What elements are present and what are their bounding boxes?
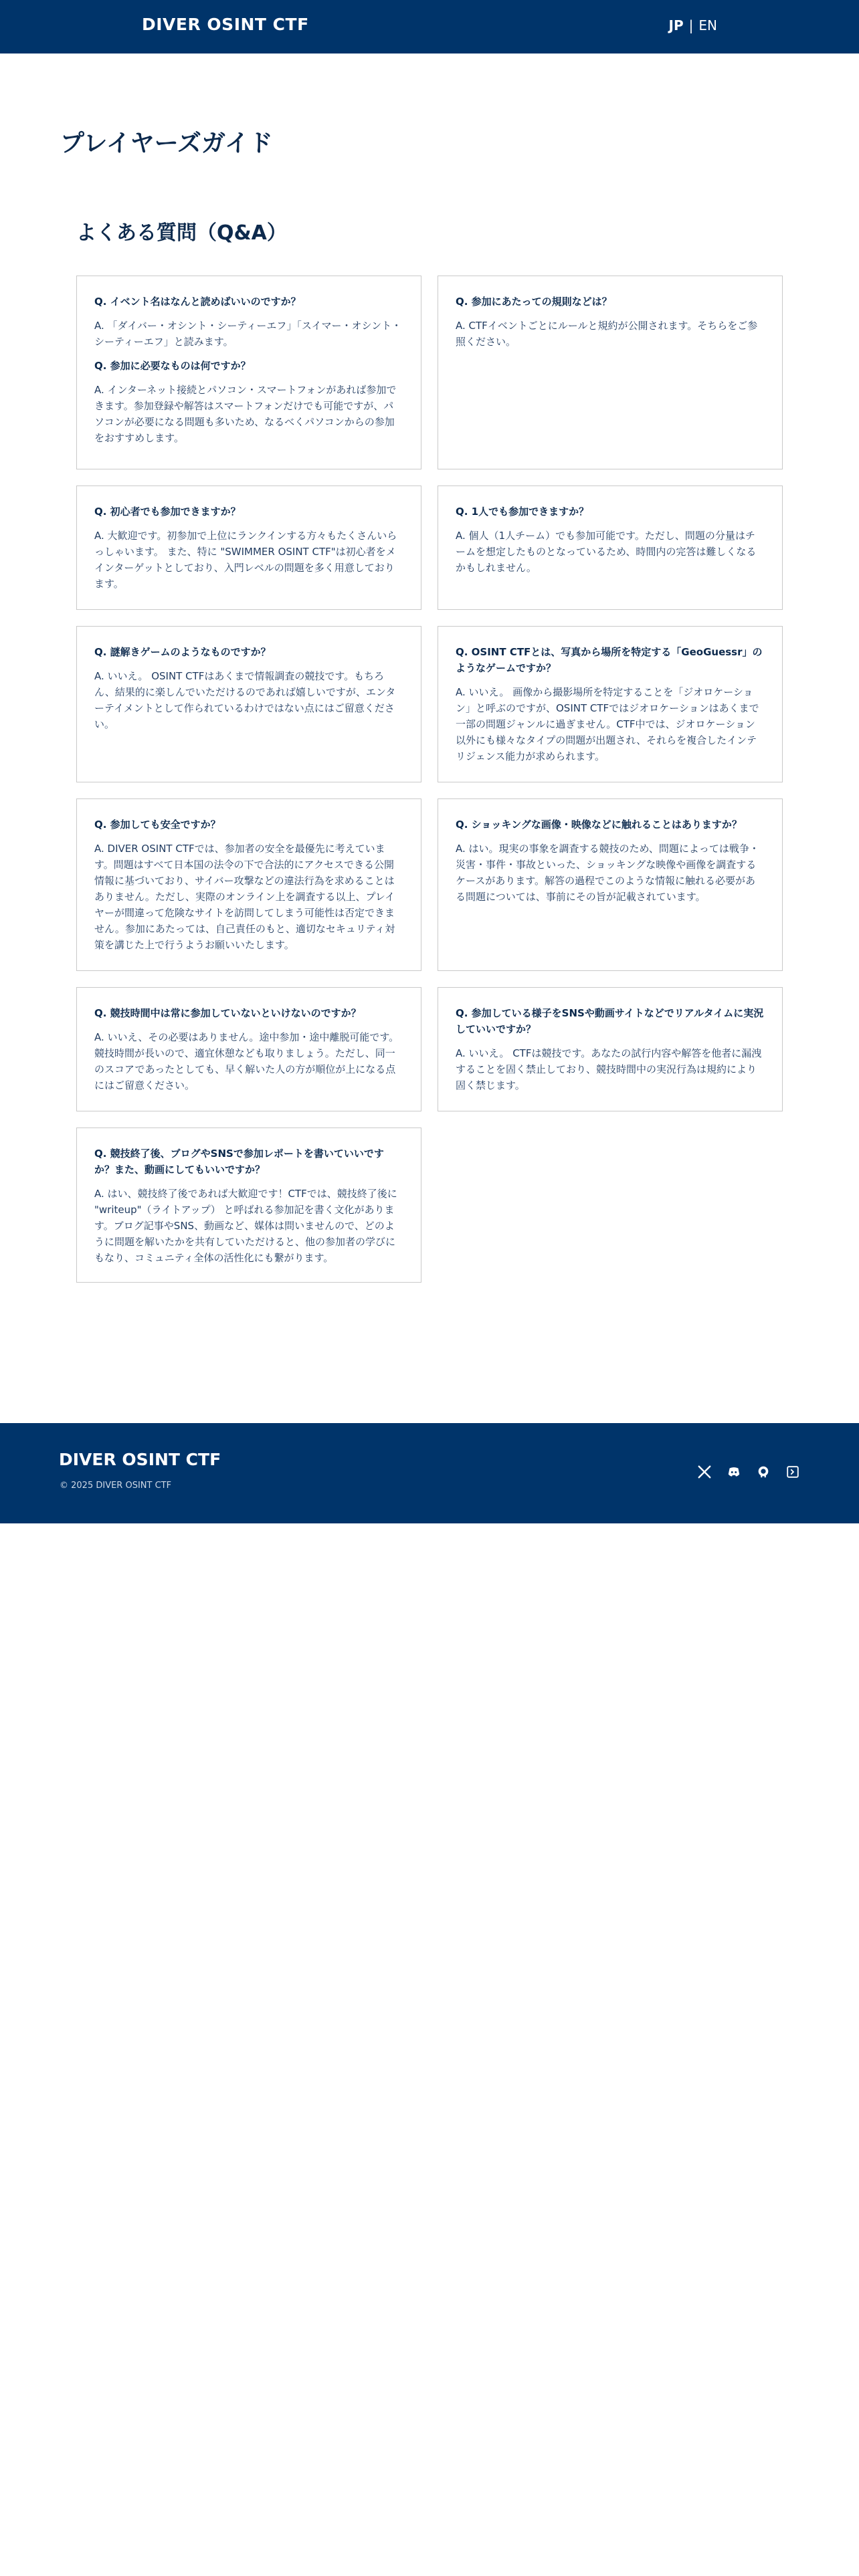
social-links [697,1465,800,1479]
faq-question: Q. 競技終了後、ブログやSNSで参加レポートを書いていいですか？また、動画にしてもいいですか？ [94,1148,384,1176]
faq-section-title: よくある質問（Q&A） [76,221,287,245]
github-icon[interactable] [756,1465,771,1479]
faq-answer: A. はい。現実の事象を調査する競技のため、問題によっては戦争・災害・事件・事故といった、ショッキングな映像や画像を調査するケースがあります。解答の過程でこのような情報に触れる必要がある問題については、事前にその旨が記載されています。 [456,843,759,903]
faq-card [438,626,783,782]
page-title: プレイヤーズガイド [60,130,273,157]
faq-answer: A. 個人（1人チーム）でも参加可能です。ただし、問題の分量はチームを想定したものとなっているため、時間内の完答は難しくなるかもしれません。 [456,530,757,574]
faq-question: Q. 参加しても安全ですか？ [94,819,221,831]
faq-question: Q. 謎解きゲームのようなものですか？ [94,646,271,658]
faq-question: Q. 初心者でも参加できますか？ [94,506,241,518]
faq-answer: A. はい、競技終了後であれば大歓迎です！CTFでは、競技終了後に "writeup"（ライトアップ） と呼ばれる参加記を書く文化があります。ブログ記事やSNS、動画など、媒体は問いませんので、どのように問題を解いたかを共有していただけると、他の参加者の学びにもなり、コミュニティ全体の活性化にも繋がります。 [94,1188,397,1264]
discord-icon[interactable] [727,1465,741,1479]
faq-answer: A. いいえ。 CTFは競技です。あなたの試行内容や解答を他者に漏洩することを固く禁止しており、競技時間中の実況行為は規約により固く禁じます。 [456,1047,762,1091]
faq-answer: A. いいえ、その必要はありません。途中参加・途中離脱可能です。競技時間が長いので、適宜休憩なども取りましょう。ただし、同一のスコアであったとしても、早く解いた人の方が順位が上になる点にはご留意ください。 [94,1031,399,1091]
faq-card [76,276,421,469]
faq-question: Q. 参加にあたっての規則などは？ [456,296,612,308]
faq-question: Q. 参加に必要なものは何ですか？ [94,360,251,372]
faq-answer: A. 「ダイバー・オシント・シーティーエフ」「スイマー・オシント・シーティーエフ」と読みます。 [94,320,402,348]
faq-question: Q. 参加している様子をSNSや動画サイトなどでリアルタイムに実況していいですか？ [456,1007,764,1035]
faq-answer: A. DIVER OSINT CTFでは、参加者の安全を最優先に考えています。問題はすべて日本国の法令の下で合法的にアクセスできる公開情報に基づいており、サイバー攻撃などの違法行為を求めることはありません。ただし、実際のオンライン上を調査する以上、プレイヤーが間違って危険なサイトを訪問してしまう可能性は否定できません。参加にあたっては、自己責任のもと、適切なセキュリティ対策を講じた上で行うようお願いいたします。 [94,843,395,951]
faq-card [76,626,421,782]
faq-answer: A. いいえ。 OSINT CTFはあくまで情報調査の競技です。もちろん、結果的に楽しんでいただけるのであれば嬉しいですが、エンターテイメントとして作られているわけではない点にはご留意ください。 [94,670,396,730]
language-switcher [669,17,717,33]
site-logo[interactable]: DIVER OSINT CTF [142,15,309,34]
faq-question: Q. 1人でも参加できますか？ [456,506,589,518]
faq-question: Q. イベント名はなんと読めばいいのですか？ [94,296,301,308]
faq-card [76,1128,421,1283]
faq-card [438,276,783,469]
faq-card [76,798,421,971]
faq-answer: A. いいえ。 画像から撮影場所を特定することを「ジオロケーション」と呼ぶのですが、OSINT CTFではジオロケーションはあくまで一部の問題ジャンルに過ぎません。CTF中では、ジオロケーション以外にも様々なタイプの問題が出題され、それらを複合したインテリジェンス能力が求められます。 [456,686,759,762]
faq-question: Q. 競技時間中は常に参加していないといけないのですか？ [94,1007,361,1019]
site-header [0,0,859,53]
faq-answer: A. 大歓迎です。初参加で上位にランクインする方々もたくさんいらっしゃいます。 また、特に "SWIMMER OSINT CTF"は初心者をメインターゲットとしており、入門レベルの問題を多く用意しております。 [94,530,397,590]
external-link-icon[interactable] [785,1465,800,1479]
faq-card [438,987,783,1111]
footer-logo[interactable]: DIVER OSINT CTF [59,1450,221,1469]
lang-jp-link[interactable]: JP [668,17,684,33]
faq-card [76,987,421,1111]
faq-card [438,798,783,971]
footer-copyright: © 2025 DIVER OSINT CTF [60,1481,172,1491]
faq-question: Q. OSINT CTFとは、写真から場所を特定する「GeoGuessr」のようなゲームですか？ [456,646,763,674]
faq-card [76,486,421,610]
faq-card [438,486,783,610]
faq-answer: A. CTFイベントごとにルールと規約が公開されます。そちらをご参照ください。 [456,320,758,348]
x-icon[interactable] [697,1465,712,1479]
faq-question: Q. ショッキングな画像・映像などに触れることはありますか？ [456,819,742,831]
site-footer [0,1423,859,1523]
lang-en-link[interactable]: EN [698,17,717,33]
lang-separator: | [688,17,694,33]
faq-answer: A. インターネット接続とパソコン・スマートフォンがあれば参加できます。参加登録や解答はスマートフォンだけでも可能ですが、パソコンが必要になる問題も多いため、なるべくパソコンからの参加をおすすめします。 [94,384,397,444]
